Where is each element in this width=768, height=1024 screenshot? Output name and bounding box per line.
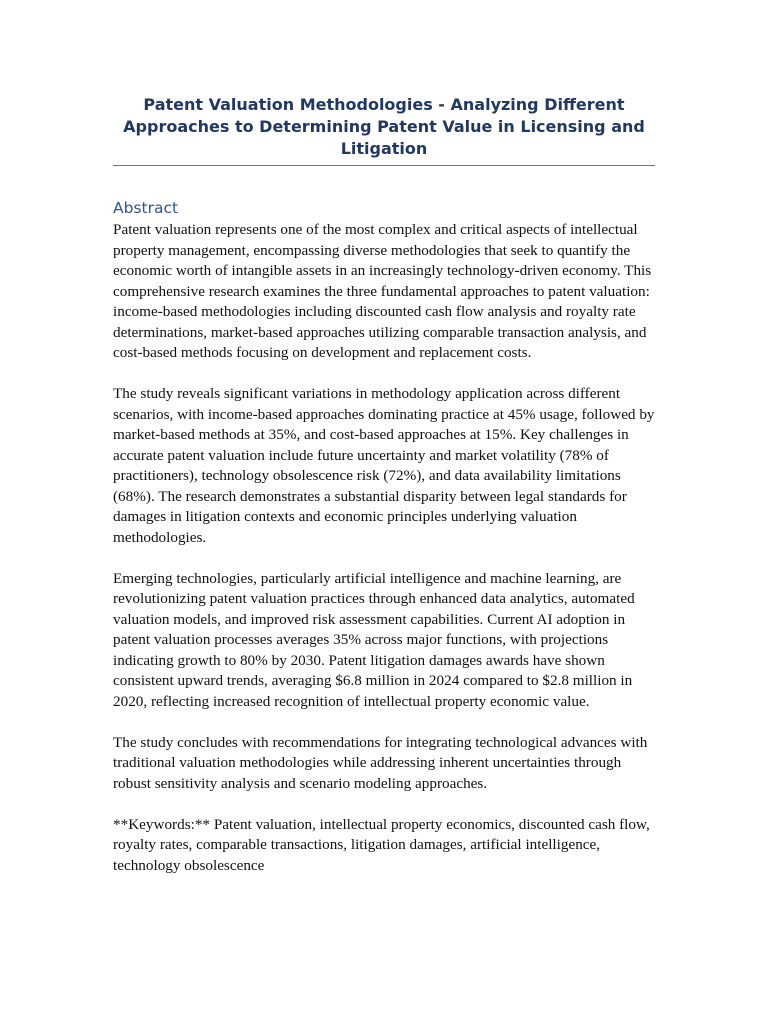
abstract-paragraph-1: Patent valuation represents one of the most complex and critical aspects of intellectual property management, encompassing diverse methodologies that seek to quantify the economic worth of intangible assets in an increasingly technology-driven economy. This comprehensive research examines the three fundamental approaches to patent valuation: income-based methodologies including discounted cash flow analysis and royalty rate determinations, market-based approaches utilizing comparable transaction analysis, and cost-based methods focusing on development and replacement costs. [113, 221, 652, 361]
abstract-paragraph-3: Emerging technologies, particularly artificial intelligence and machine learning, are revolutionizing patent valuation practices through enhanced data analytics, automated valuation models, and improved risk assessment capabilities. Current AI adoption in patent valuation processes averages 35% across major functions, with projections indicating growth to 80% by 2030. Patent litigation damages awards have shown consistent upward trends, averaging $6.8 million in 2024 compared to $2.8 million in 2020, reflecting increased recognition of intellectual property economic value. [113, 569, 635, 710]
abstract-heading: Abstract [113, 199, 179, 217]
abstract-paragraph-2: The study reveals significant variations in methodology application across different scenarios, with income-based approaches dominating practice at 45% usage, followed by market-based methods at 35%, and cost-based approaches at 15%. Key challenges in accurate patent valuation include future uncertainty and market volatility (78% of practitioners), technology obsolescence risk (72%), and data availability limitations (68%). The research demonstrates a substantial disparity between legal standards for damages in litigation contexts and economic principles underlying valuation methodologies. [113, 385, 655, 546]
document-page [113, 94, 655, 876]
abstract-paragraph-4: The study concludes with recommendations for integrating technological advances with traditional valuation methodologies while addressing inherent uncertainties through robust sensitivity analysis and scenario modeling approaches. [113, 733, 648, 792]
keywords-paragraph: **Keywords:** Patent valuation, intellectual property economics, discounted cash flow, royalty rates, comparable transactions, litigation damages, artificial intelligence, technology obsolescence [113, 815, 650, 874]
document-title: Patent Valuation Methodologies - Analyzing Different Approaches to Determining Patent Value in Licensing and Litigation [113, 94, 655, 166]
